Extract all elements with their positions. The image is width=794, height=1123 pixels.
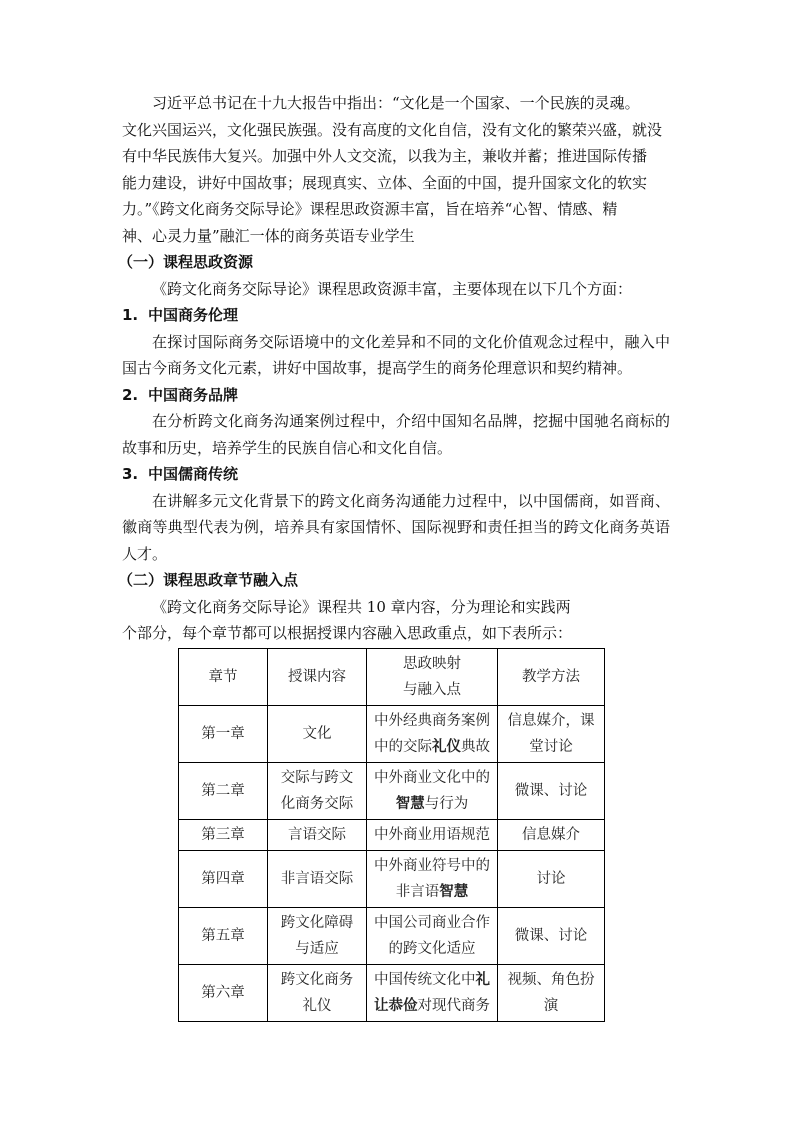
chapter-table bbox=[178, 648, 605, 1022]
cell-method: 微课、讨论 bbox=[498, 762, 605, 819]
section-2-heading: （二）课程思政章节融入点 bbox=[118, 571, 299, 589]
cell-content-line: 礼仪 bbox=[302, 997, 332, 1014]
mapping-emphasis: 智慧 bbox=[439, 883, 469, 900]
cell-method-line: 信息媒介，课 bbox=[507, 712, 595, 729]
intro-line-3: 有中华民族伟大复兴。加强中外人文交流，以我为主，兼收并蓄；推进国际传播 bbox=[122, 147, 648, 165]
item-1-text: 在探讨国际商务交际语境中的文化差异和不同的文化价值观念过程中，融入中国古今商务文化元素，讲好中国故事，提高学生的商务伦理意识和契约精神。 bbox=[122, 332, 670, 377]
cell-mapping-line bbox=[373, 993, 491, 1019]
mapping-emphasis: 让恭俭 bbox=[374, 997, 418, 1014]
item-1-heading bbox=[122, 302, 670, 329]
cell-method bbox=[498, 964, 605, 1021]
header-content: 授课内容 bbox=[268, 648, 367, 705]
mapping-text: 中外经典商务案例 bbox=[374, 712, 490, 729]
mapping-emphasis: 礼仪 bbox=[432, 738, 461, 755]
header-chapter: 章节 bbox=[179, 648, 268, 705]
mapping-text: 非言语 bbox=[395, 883, 440, 900]
item-2-number: 2. bbox=[122, 385, 139, 404]
item-2-title: 中国商务品牌 bbox=[148, 385, 239, 404]
cell-mapping-line bbox=[373, 791, 491, 817]
mapping-emphasis: 智慧 bbox=[395, 795, 425, 812]
cell-method: 信息媒介 bbox=[498, 819, 605, 850]
cell-mapping bbox=[367, 964, 498, 1021]
table-row bbox=[179, 762, 605, 819]
cell-content-line: 跨文化商务 bbox=[280, 971, 354, 988]
cell-mapping bbox=[367, 762, 498, 819]
item-2-heading bbox=[122, 382, 670, 409]
cell-content: 言语交际 bbox=[268, 819, 367, 850]
cell-content-line: 交际与跨文 bbox=[280, 769, 354, 786]
cell-mapping-line bbox=[373, 708, 491, 734]
cell-content-line: 化商务交际 bbox=[280, 795, 354, 812]
cell-chapter: 第三章 bbox=[179, 819, 268, 850]
table-row bbox=[179, 819, 605, 850]
mapping-text: 对现代商务 bbox=[417, 997, 490, 1014]
header-mapping bbox=[367, 648, 498, 705]
cell-content bbox=[268, 907, 367, 964]
cell-mapping bbox=[367, 907, 498, 964]
mapping-text: 中外商业符号中的 bbox=[374, 857, 490, 874]
cell-method-line: 视频、角色扮 bbox=[507, 971, 595, 988]
section-2-lead-2: 个部分，每个章节都可以根据授课内容融入思政重点，如下表所示： bbox=[122, 624, 573, 642]
cell-method-line: 演 bbox=[543, 997, 559, 1014]
item-3-text: 在讲解多元文化背景下的跨文化商务沟通能力过程中，以中国儒商，如晋商、徽商等典型代表为例，培养具有家国情怀、国际视野和责任担当的跨文化商务英语人才。 bbox=[122, 491, 670, 563]
cell-method bbox=[498, 705, 605, 762]
cell-method: 讨论 bbox=[498, 850, 605, 907]
cell-content bbox=[268, 705, 367, 762]
cell-mapping bbox=[367, 705, 498, 762]
cell-content-line: 与适应 bbox=[295, 940, 339, 957]
header-method: 教学方法 bbox=[498, 648, 605, 705]
mapping-text: 中国传统文化中 bbox=[374, 971, 476, 988]
intro-line-5: 力。”《跨文化商务交际导论》课程思政资源丰富，旨在培养“心智、情感、精 bbox=[122, 200, 618, 218]
table-row bbox=[179, 907, 605, 964]
section-2-lead-1: 《跨文化商务交际导论》课程共 10 章内容，分为理论和实践两 bbox=[152, 597, 571, 616]
table-row bbox=[179, 850, 605, 907]
item-3-number: 3. bbox=[122, 465, 139, 483]
table-header-row bbox=[179, 648, 605, 705]
cell-content bbox=[268, 964, 367, 1021]
cell-chapter: 第一章 bbox=[179, 705, 268, 762]
mapping-text: 中的交际 bbox=[374, 738, 432, 755]
cell-content-line: 跨文化障碍 bbox=[280, 914, 354, 931]
cell-mapping-line: 的跨文化适应 bbox=[388, 940, 476, 957]
mapping-text: 典故 bbox=[461, 738, 490, 755]
cell-content bbox=[268, 762, 367, 819]
cell-content: 非言语交际 bbox=[268, 850, 367, 907]
item-3-title: 中国儒商传统 bbox=[148, 465, 239, 483]
cell-mapping-line bbox=[373, 967, 491, 993]
document-body bbox=[118, 90, 670, 1022]
cell-mapping-line bbox=[373, 734, 491, 760]
header-mapping-line-1: 思政映射 bbox=[403, 655, 461, 672]
mapping-text: 中外商业文化中的 bbox=[374, 769, 490, 786]
cell-chapter: 第二章 bbox=[179, 762, 268, 819]
intro-line-1: 习近平总书记在十九大报告中指出：“文化是一个国家、一个民族的灵魂。 bbox=[152, 94, 640, 112]
intro-line-2: 文化兴国运兴，文化强民族强。没有高度的文化自信，没有文化的繁荣兴盛，就没 bbox=[122, 120, 663, 139]
section-1-lead: 《跨文化商务交际导论》课程思政资源丰富，主要体现在以下几个方面： bbox=[152, 279, 633, 298]
item-3-heading bbox=[122, 461, 670, 488]
cell-method: 微课、讨论 bbox=[498, 907, 605, 964]
cell-mapping-line bbox=[373, 879, 491, 905]
table-row bbox=[179, 964, 605, 1021]
header-mapping-line-2: 与融入点 bbox=[403, 681, 461, 698]
item-1-title: 中国商务伦理 bbox=[148, 306, 239, 324]
mapping-emphasis: 礼 bbox=[475, 971, 490, 988]
item-2-text: 在分析跨文化商务沟通案例过程中，介绍中国知名品牌，挖掘中国驰名商标的故事和历史，培养学生的民族自信心和文化自信。 bbox=[122, 412, 670, 457]
section-1-heading: （一）课程思政资源 bbox=[118, 253, 254, 271]
intro-line-4: 能力建设，讲好中国故事；展现真实、立体、全面的中国，提升国家文化的软实 bbox=[122, 173, 648, 192]
cell-chapter: 第六章 bbox=[179, 964, 268, 1021]
cell-chapter: 第四章 bbox=[179, 850, 268, 907]
mapping-text: 与行为 bbox=[424, 795, 469, 812]
cell-mapping-line bbox=[373, 765, 491, 791]
cell-content-line: 文化 bbox=[302, 725, 332, 742]
item-1-number: 1. bbox=[122, 306, 139, 324]
cell-mapping-line bbox=[373, 853, 491, 879]
intro-line-6: 神、心灵力量”融汇一体的商务英语专业学生 bbox=[122, 226, 415, 245]
cell-mapping-line: 中国公司商业合作 bbox=[374, 914, 490, 931]
table-row bbox=[179, 705, 605, 762]
cell-mapping: 中外商业用语规范 bbox=[367, 819, 498, 850]
cell-method-line: 堂讨论 bbox=[529, 738, 573, 755]
cell-chapter: 第五章 bbox=[179, 907, 268, 964]
cell-mapping bbox=[367, 850, 498, 907]
